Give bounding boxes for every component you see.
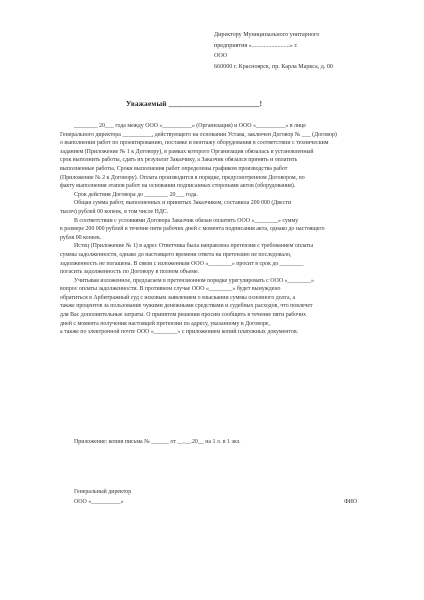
body-line: погасить задолженность по Договору в полном объеме. bbox=[60, 269, 200, 276]
body-line: В соответствии с условиями Договора Заказчик обязан оплатить ООО «________» сумму bbox=[74, 217, 299, 224]
body-line: обратиться в Арбитражный суд с исковым заявлением о взыскании суммы основного долга, а bbox=[60, 294, 296, 301]
body-line: Учитывая изложенное, предлагаем в претензионном порядке урегулировать с ООО «________» bbox=[74, 277, 314, 284]
addressee-line: предприятия «.........................» г. bbox=[214, 42, 298, 49]
body-line: суммы задолженности, однако до настоящего времени ответа на претензию не последовало, bbox=[60, 251, 292, 258]
body-line: выполненные работы. Сроки выполнения работ определены графиком производства работ bbox=[60, 165, 288, 172]
signature-block bbox=[74, 488, 374, 507]
attachment-note: Приложение: копия письма № ______ от __.__.20__ на 1 л. в 1 экз. bbox=[74, 439, 241, 445]
body-line: рубля 00 копеек. bbox=[60, 234, 102, 241]
body-line: вопрос оплаты задолженности. В противном случае ООО «________» будет вынуждено bbox=[60, 286, 281, 293]
addressee-block bbox=[214, 30, 410, 72]
addressee-line: ООО bbox=[214, 53, 228, 60]
body-line: Генерального директора __________, действующего на основании Устава, заключен Договор № ___ (Договор) bbox=[60, 131, 337, 138]
body-line: в размере 200 000 рублей в течение пяти рабочих дней с момента подписания акта, однако до настоящего bbox=[60, 226, 325, 233]
body-line: тысяч) рублей 00 копеек, в том числе НДС. bbox=[60, 208, 169, 215]
body-line: (Приложение № 2 к Договору). Оплата производится в порядке, предусмотренном Договором, по bbox=[60, 174, 305, 181]
salutation: Уважаемый ________________________! bbox=[126, 100, 263, 108]
body-line: а также по электронной почте ООО «________» с приложением копий платежных документов. bbox=[60, 329, 299, 336]
body-line: факту выполнения этапов работ на основании подписанных сторонами актов (оборудования). bbox=[60, 183, 296, 190]
body-line: о выполнении работ по проектированию, поставке и монтажу оборудования в соответствии с техническим bbox=[60, 140, 329, 147]
signer-position: Генеральный директор bbox=[74, 489, 132, 495]
signer-organization: ООО «__________» bbox=[74, 498, 124, 505]
addressee-line: 660000 г. Красноярск, пр. Карла Маркса, д. 00 bbox=[214, 63, 333, 70]
body-line: Срок действия Договора до ________ 20___ года. bbox=[74, 191, 198, 198]
body-line: задолженность не погашена. В связи с изложенным ООО «________» просит в срок до ________ bbox=[60, 260, 304, 267]
signer-name: ФИО bbox=[344, 498, 358, 505]
letter-body bbox=[60, 122, 376, 337]
body-line: заданием (Приложение № 1 к Договору), в рамках которого Организация обязалась в установленный bbox=[60, 148, 314, 155]
body-line: Истец (Приложение № 1) в адрес Ответчика была направлена претензия с требованием оплаты bbox=[74, 243, 313, 250]
body-line: ________ 20___ года между ООО «__________» (Организация) и ООО «__________» в лице bbox=[74, 123, 306, 129]
body-line: дней с момента получения настоящей претензии по адресу, указанному в Договоре, bbox=[60, 320, 271, 327]
body-line: для Вас дополнительные затраты. О принятом решении просим сообщить в течение пяти рабочих bbox=[60, 312, 307, 319]
body-line: срок выполнить работы, сдать их результат Заказчику, а Заказчик обязался принять и оплатить bbox=[60, 157, 298, 164]
body-line: также процентов за пользование чужими денежными средствами и судебных расходов, что повлечет bbox=[60, 303, 313, 310]
addressee-line: Директору Муниципального унитарного bbox=[214, 32, 320, 38]
body-line: Общая сумма работ, выполненных и принятых Заказчиком, составила 200 000 (Двести bbox=[74, 200, 292, 207]
